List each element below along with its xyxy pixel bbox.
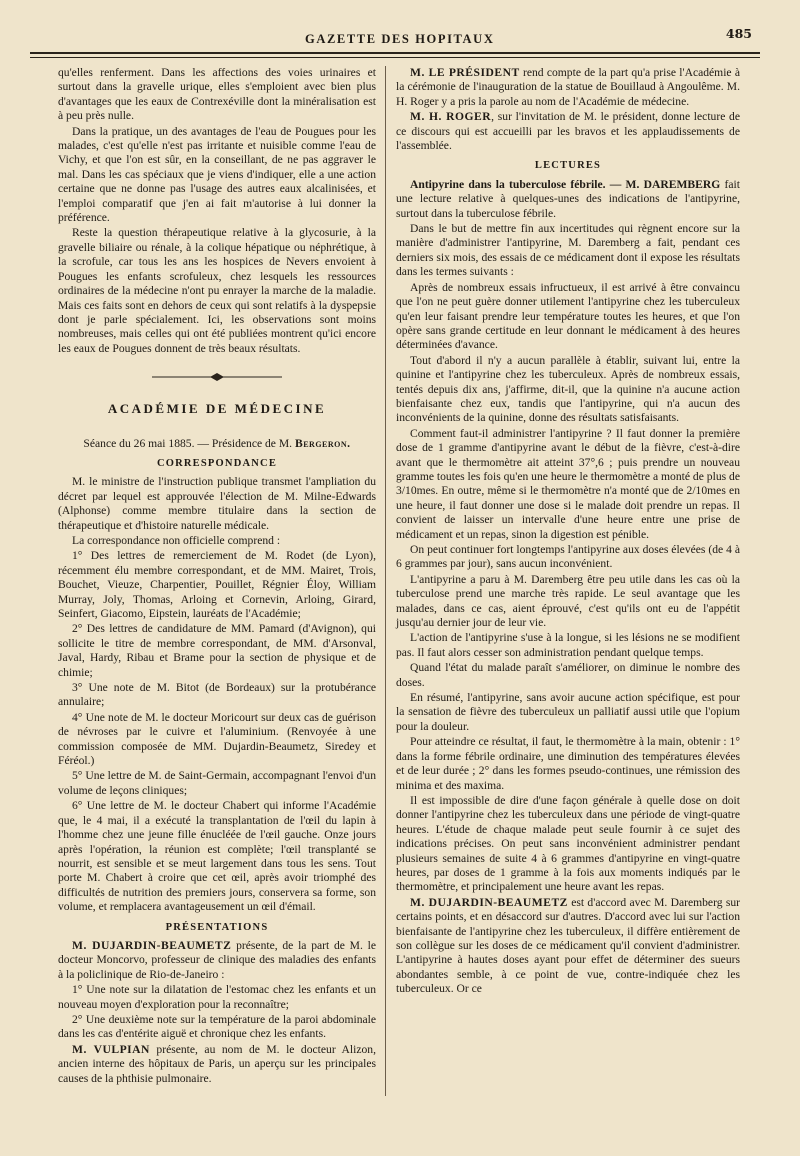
ornament-separator [152, 372, 282, 382]
subsection-title-presentations: PRÉSENTATIONS [165, 921, 269, 933]
paragraph [396, 896, 740, 997]
speaker-name: M. DUJARDIN-BEAUMETZ [410, 895, 568, 909]
paragraph: 3° Une note de M. Bitot (de Bordeaux) sur la protubérance annulaire; [58, 681, 376, 709]
journal-title: GAZETTE DES HOPITAUX [305, 32, 495, 46]
header-rule-thick [30, 52, 760, 54]
speaker-name: M. DUJARDIN-BEAUMETZ [72, 938, 232, 952]
header-rule-thin [30, 57, 760, 58]
seance-line [58, 437, 376, 451]
paragraph: Dans le but de mettre fin aux incertitudes qui règnent encore sur la manière d'administrer l'antipyrine, M. Daremberg a fait, pendant ces derniers six mois, des essais de ce médicament dont il expose les résultats dans les termes suivants : [396, 222, 740, 279]
speaker-name: M. LE PRÉSIDENT [410, 66, 520, 79]
paragraph [396, 66, 740, 109]
paragraph [396, 178, 740, 221]
paragraph [58, 1043, 376, 1086]
speaker-name: M. H. ROGER [410, 110, 492, 124]
paragraph: Dans la pratique, un des avantages de l'eau de Pougues pour les malades, c'est qu'elle n'est pas irritante et nuisible comme l'eau de Vichy, et que l'on est sûr, en la conseillant, de ne pas aggraver le mal. Dans les cas spéciaux que je viens d'indiquer, elle a une action certaine que ne donne pas l'usage des autres eaux alcalinisées, et l'emploi comparatif que j'en ai fait m'autorise à lui donner la préférence. [58, 124, 376, 225]
paragraph [396, 110, 740, 153]
paragraph: Après de nombreux essais infructueux, il est arrivé à être convaincu que l'on ne peut guère donner utilement l'antipyrine chez les tuberculeux qu'en leur faisant prendre leur température toutes les heures, et que l'on opère sans grande certitude en leur donnant le médicament à des heures déterminées d'avance. [396, 280, 740, 352]
section-title: ACADÉMIE DE MÉDECINE [107, 401, 327, 417]
paragraph-text: présente, de la part de M. le docteur Moncorvo, professeur de clinique des maladies des enfants à la policlinique de Rio-de-Janeiro : [58, 938, 376, 981]
paragraph: La correspondance non officielle comprend : [72, 533, 281, 547]
left-column [58, 66, 376, 1087]
paragraph: On peut continuer fort longtemps l'antipyrine aux doses élevées (de 4 à 6 grammes par jour), sans aucun inconvénient. [396, 543, 740, 571]
seance-prefix: Séance du 26 mai 1885. — Présidence de M. [83, 436, 295, 450]
subsection-title-lectures: LECTURES [534, 160, 602, 172]
paragraph: 1° Des lettres de remerciement de M. Rodet (de Lyon), récemment élu membre correspondant, et de MM. Mairet, Trois, Bouchet, Vieuze, Charpentier, Pouillet, Régnier Éloy, William Murray, Joly, Thomas, Arloing et Cornevin, Arloing, Girard, Seinfert, Giacomo, Eipstein, lauréats de l'Académie; [58, 549, 376, 620]
paragraph-text: , sur l'invitation de M. le président, donne lecture de ce discours qui est accueilli par les bravos et les applaudissements de l'assemblée. [396, 110, 740, 153]
paragraph: 5° Une lettre de M. de Saint-Germain, accompagnant l'envoi d'un volume de leçons cliniques; [58, 769, 376, 797]
paragraph: 6° Une lettre de M. le docteur Chabert qui informe l'Académie que, le 4 mai, il a exécuté la transplantation de l'œil du lapin à l'homme chez une jeune fille énucléée de l'œil gauche. Onze jours après l'opération, la réunion est complète; l'œil transplanté se nourrit, est sensible et se meut largement dans tous les sens. Tout porte M. Chabert à croire que cet œil, après avoir triomphé des difficultés de nutrition des premiers jours, conservera sa forme, son volume, et remplacera avantageusement un œil d'émail. [58, 799, 376, 914]
seance-president: Bergeron. [294, 436, 351, 450]
paragraph-text: est d'accord avec M. Daremberg sur certains points, et en désaccord sur d'autres. D'accord avec lui sur l'action bienfaisante de l'antipyrine chez les tuberculeux, il diffère entièrement de son collègue sur les doses de ce médicament qu'il convient d'administrer. L'antipyrine à hautes doses ayant pour effet de déterminer des sueurs abondantes semble, à ce point de vue, contre-indiquée chez les tuberculeux. Or ce [396, 895, 741, 996]
paragraph: qu'elles renferment. Dans les affections des voies urinaires et surtout dans la gravelle urique, elles s'emploient avec bien plus d'avantages que les eaux de Contrexéville dont la minéralisation est à peu près nulle. [58, 66, 376, 123]
column-divider [385, 66, 386, 1096]
paragraph: L'antipyrine a paru à M. Daremberg être peu utile dans les cas où la tuberculose prend une marche très rapide. Le seul avantage que les malades, dans ce cas, aient éprouvé, c'est qu'ils ont eu de l'appétit jusqu'au dernier jour de leur vie. [396, 572, 740, 630]
paragraph: Quand l'état du malade paraît s'améliorer, on diminue le nombre des doses. [396, 661, 740, 689]
paragraph: M. le ministre de l'instruction publique transmet l'ampliation du décret par lequel est approuvée l'élection de M. Milne-Edwards (Alphonse) comme membre titulaire dans la section de thérapeutique et d'histoire naturelle médicale. [58, 475, 376, 532]
right-column [396, 66, 740, 998]
paragraph-text: rend compte de la part qu'a prise l'Académie à la cérémonie de l'inauguration de la statue de Bouillaud à Angoulême. M. H. Roger y a pris la parole au nom de l'Académie de médecine. [396, 66, 740, 108]
paragraph-text: fait une lecture relative à quelques-unes des indications de l'antipyrine, surtout dans la tuberculose fébrile. [396, 177, 740, 220]
speaker-name: M. VULPIAN [72, 1042, 150, 1056]
paragraph-text: présente, au nom de M. le docteur Alizon, ancien interne des hôpitaux de Paris, un aperçu sur les principales causes de la phthisie pulmonaire. [58, 1042, 376, 1085]
paragraph: 4° Une note de M. le docteur Moricourt sur deux cas de guérison de névroses par le cuivre et l'aluminium. (Renvoyée à une commission composée de MM. Dujardin-Beaumetz, Siredey et Féréol.) [58, 710, 376, 768]
paragraph: 2° Des lettres de candidature de MM. Pamard (d'Avignon), qui sollicite le titre de membre correspondant, de MM. d'Arsonval, Javal, Hardy, Ribau et Brame pour la section de physique et de chimie; [58, 622, 376, 679]
paragraph: L'action de l'antipyrine s'use à la longue, si les lésions ne se modifient pas. Il faut alors cesser son administration pendant quelque temps. [396, 631, 740, 659]
paragraph: Il est impossible de dire d'une façon générale à quelle dose on doit donner l'antipyrine chez les tuberculeux dans une période de vingt-quatre heures. L'étude de chaque malade peut seule fournir à ce sujet des indications précises. On peut sans inconvénient administrer pendant plusieurs semaines de suite 4 à 6 grammes d'antipyrine en vingt-quatre heures, par doses de 1 gramme à la fois aux moments indiqués par le thermomètre, et principalement une heure avant les repas. [396, 793, 740, 894]
paragraph: Pour atteindre ce résultat, il faut, le thermomètre à la main, obtenir : 1° dans la forme fébrile ordinaire, une diminution des températures élevées et de leur durée ; 2° dans les formes pseudo-continues, une rémission des minima et des maxima. [396, 735, 740, 792]
subsection-title-correspondance: CORRESPONDANCE [156, 457, 278, 469]
paragraph: Reste la question thérapeutique relative à la glycosurie, à la gravelle biliaire ou rénale, à la colique hépatique ou néphrétique, à la scrofule, car tous les ans les hospices de Nevers envoient à Pougues les enfants scrofuleux, chez lesquels les ressources ordinaires de la médecine n'ont pu enrayer la marche de la maladie. Mais ces faits sont en dehors de ceux qui sont relatifs à la dyspepsie dont je parle spécialement. Ici, les observations sont moins nombreuses, mais celles qui ont été publiées montrent qu'ici encore les eaux de Pougues donnent de très beaux résultats. [58, 226, 376, 355]
paragraph: 1° Une note sur la dilatation de l'estomac chez les enfants et un nouveau moyen d'exploration pour la reconnaître; [58, 983, 376, 1011]
article-title: Antipyrine dans la tuberculose fébrile. — M. DAREMBERG [410, 177, 721, 191]
paragraph: Tout d'abord il n'y a aucun parallèle à établir, suivant lui, entre la quinine et l'antipyrine chez les tuberculeux. Après de nombreux essais, tentés depuis dix ans, j'affirme, dit-il, que la quinine n'a aucune action bienfaisante chez eux, tandis que l'antipyrine, qui n'a aucun des inconvénients de la quinine, donne des résultats satisfaisants. [396, 353, 740, 425]
paragraph: En résumé, l'antipyrine, sans avoir aucune action spécifique, est pour la sensation de fièvre des tuberculeux un palliatif aussi utile que l'opium pour la douleur. [396, 691, 740, 733]
paragraph [58, 939, 376, 982]
paragraph: Comment faut-il administrer l'antipyrine ? Il faut donner la première dose de 1 gramme d'antipyrine avant le début de la fièvre, c'est-à-dire avant que le thermomètre ait atteint 37°,6 ; puis prendre un nouveau gramme toutes les fois qu'en une heure le thermomètre a monté de plus de 3/10mes. En outre, même si le thermomètre n'a monté que de 2/10mes en une heure, il faut donner une dose si le malade doit prendre un repas. Il convient de laisser un intervalle d'une heure entre une prise de médicament et un repas, sinon la digestion est pénible. [396, 426, 740, 541]
page-number: 485 [725, 26, 752, 41]
paragraph: 2° Une deuxième note sur la température de la paroi abdominale dans les cas d'entérite aiguë et chronique chez les enfants. [58, 1012, 376, 1041]
